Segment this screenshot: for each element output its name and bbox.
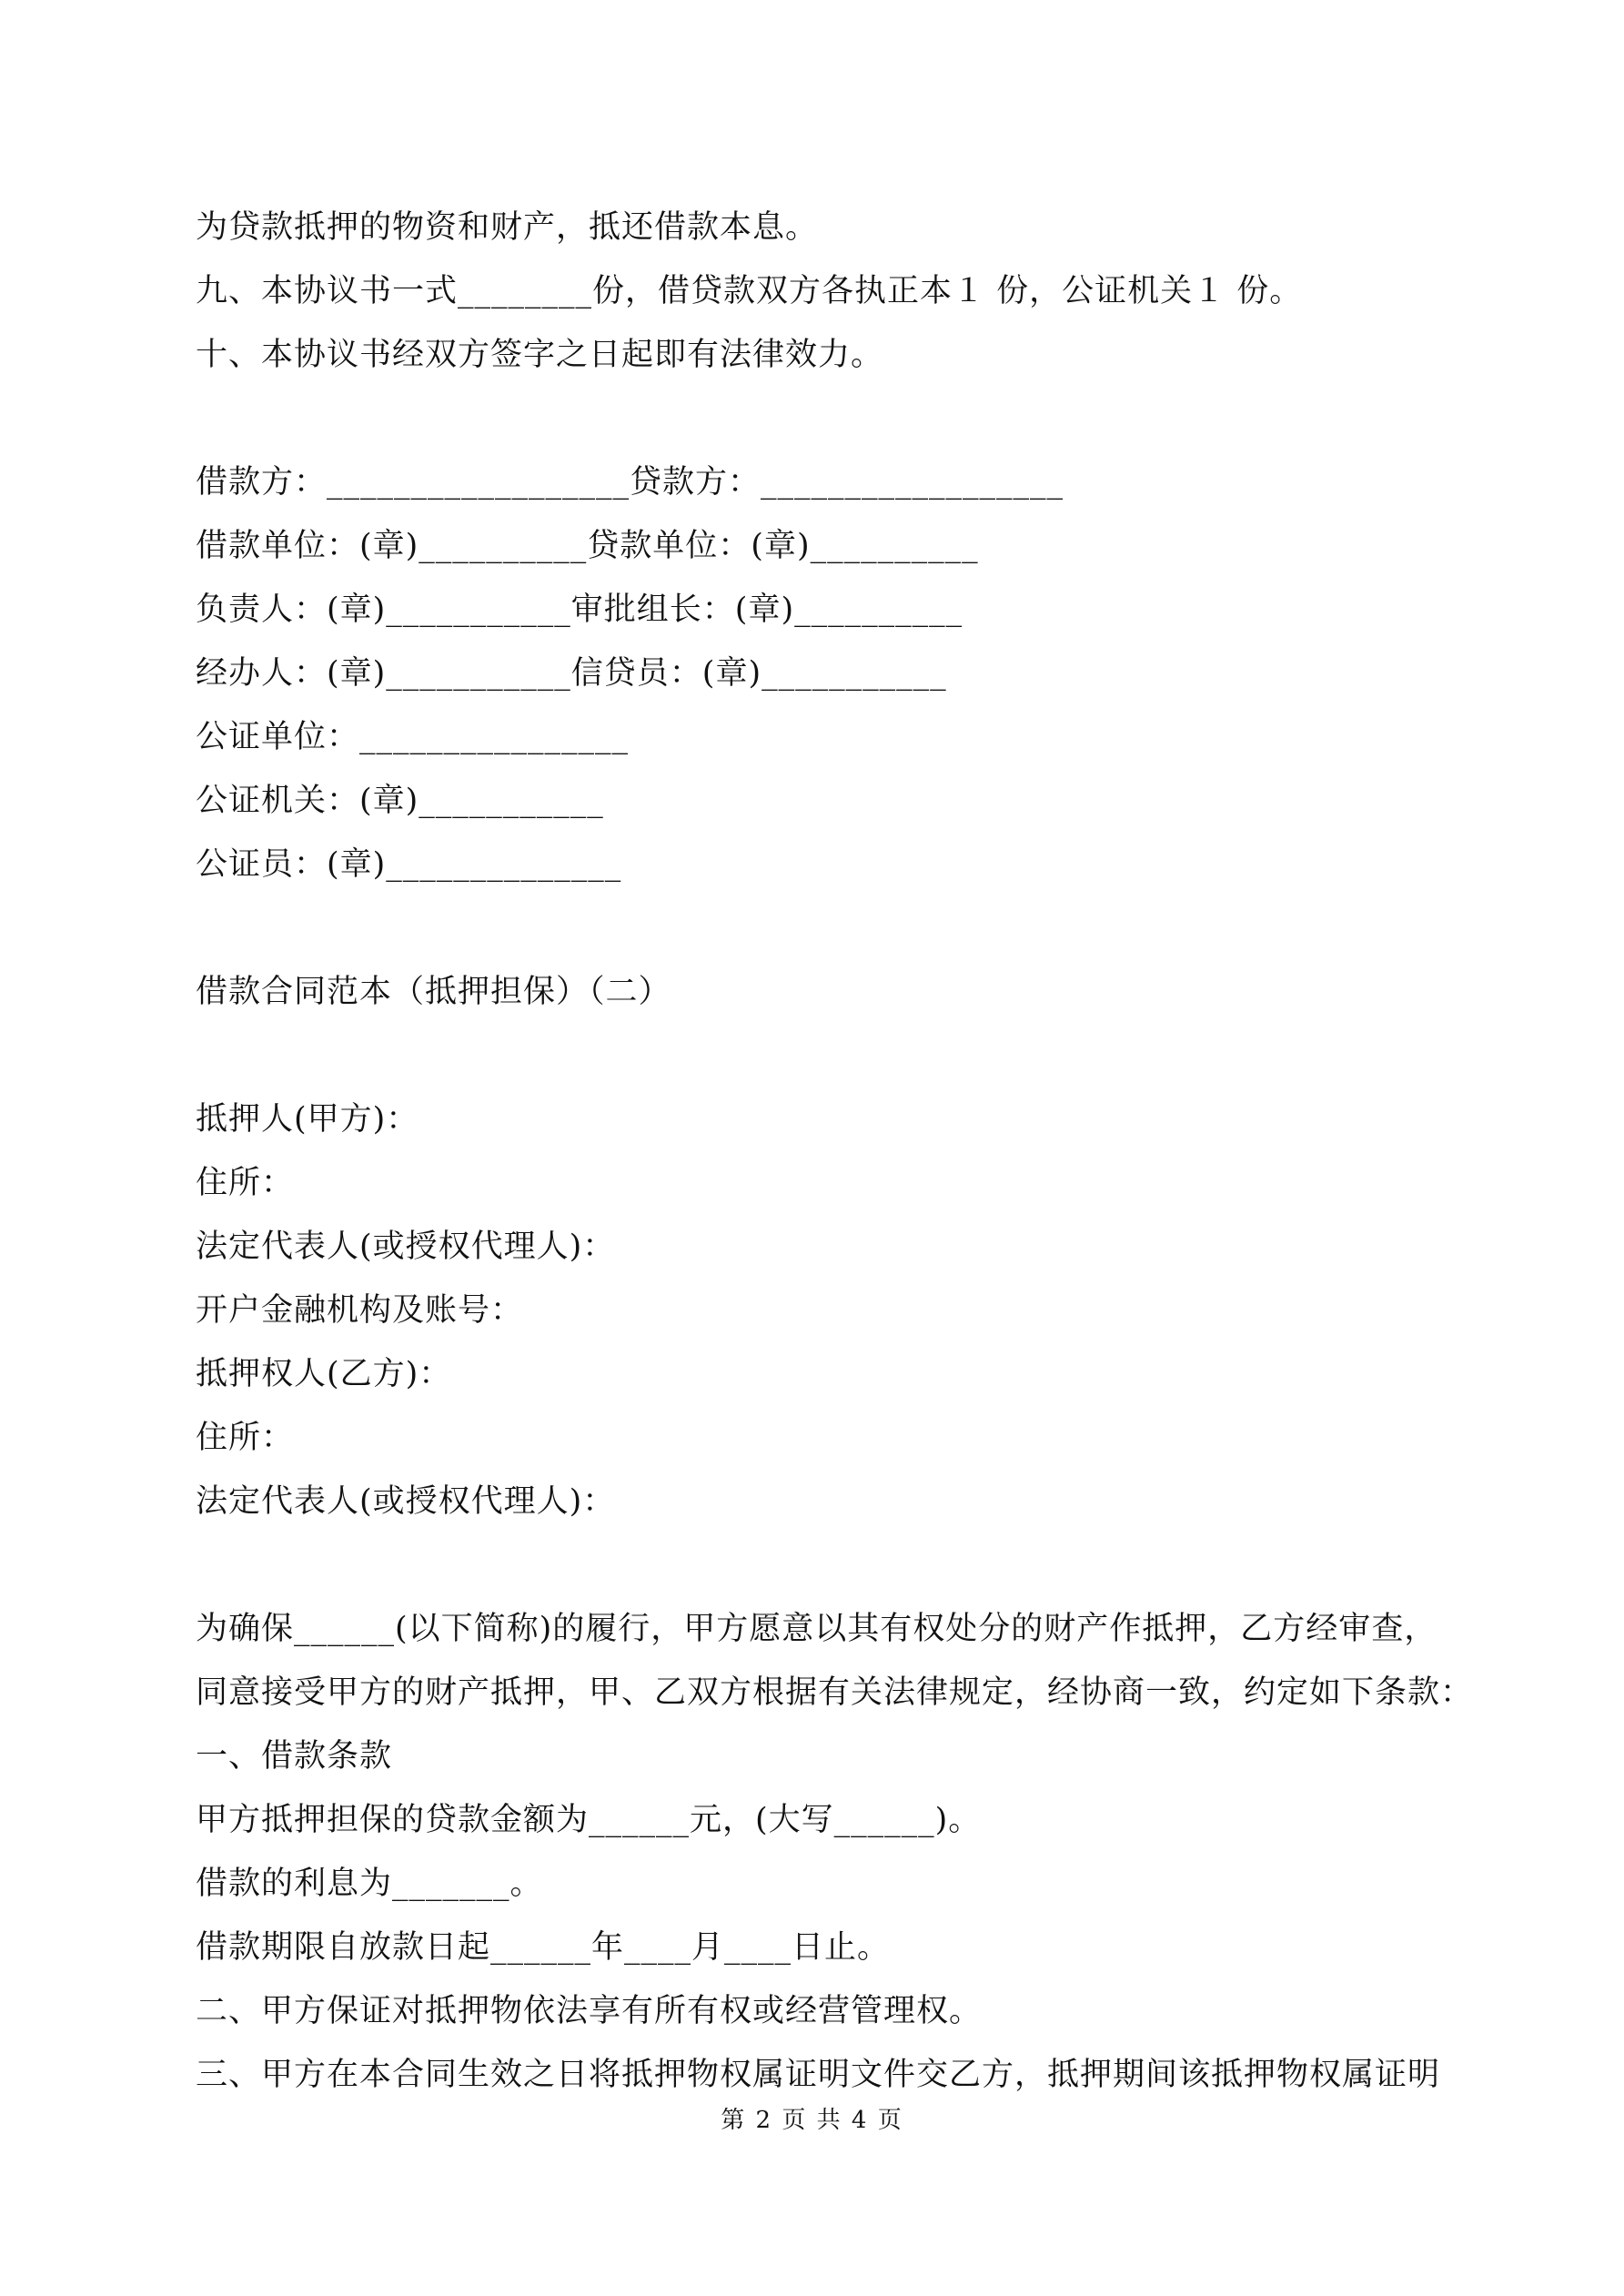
- text-line: 十、本协议书经双方签字之日起即有法律效力。: [196, 337, 884, 373]
- party-field: 住所：: [196, 1420, 295, 1456]
- party-field: 法定代表人(或授权代理人)：: [196, 1229, 616, 1265]
- text-line: 为贷款抵押的物资和财产，抵还借款本息。: [196, 209, 819, 246]
- party-field: 法定代表人(或授权代理人)：: [196, 1483, 616, 1520]
- party-field: 抵押权人(乙方)：: [196, 1356, 452, 1392]
- signature-line-handlers: 经办人：(章)___________信贷员：(章)___________: [196, 655, 947, 692]
- signature-line-notary: 公证员：(章)______________: [196, 846, 622, 883]
- party-field: 开户金融机构及账号：: [196, 1292, 524, 1329]
- signature-line-units: 借款单位：(章)__________贷款单位：(章)__________: [196, 528, 979, 564]
- text-line: 为确保______(以下简称)的履行，甲方愿意以其有权处分的财产作抵押，乙方经审查，: [196, 1611, 1437, 1647]
- signature-line-notary-office: 公证机关：(章)___________: [196, 783, 604, 819]
- clause-heading: 二、甲方保证对抵押物依法享有所有权或经营管理权。: [196, 1993, 983, 2029]
- section-title: 借款合同范本（抵押担保）（二）: [196, 974, 671, 1010]
- text-line: 借款期限自放款日起______年____月____日止。: [196, 1929, 891, 1966]
- signature-line-managers: 负责人：(章)___________审批组长：(章)__________: [196, 592, 963, 628]
- text-line: 同意接受甲方的财产抵押，甲、乙双方根据有关法律规定，经协商一致，约定如下条款：: [196, 1674, 1474, 1711]
- party-field: 抵押人(甲方)：: [196, 1101, 419, 1138]
- clause-heading: 一、借款条款: [196, 1738, 393, 1775]
- text-line: 九、本协议书一式________份，借贷款双方各执正本１ 份，公证机关１ 份。: [196, 273, 1303, 309]
- page-number: 第 2 页 共 4 页: [721, 2107, 903, 2134]
- text-line: 甲方抵押担保的贷款金额为______元，(大写______)。: [196, 1802, 982, 1838]
- signature-line-notary-unit: 公证单位：________________: [196, 719, 630, 755]
- signature-line-borrower-lender: 借款方：__________________贷款方：__________________: [196, 464, 1064, 501]
- text-line: 借款的利息为_______。: [196, 1866, 543, 1902]
- clause-heading: 三、甲方在本合同生效之日将抵押物权属证明文件交乙方，抵押期间该抵押物权属证明: [196, 2057, 1441, 2093]
- party-field: 住所：: [196, 1165, 295, 1201]
